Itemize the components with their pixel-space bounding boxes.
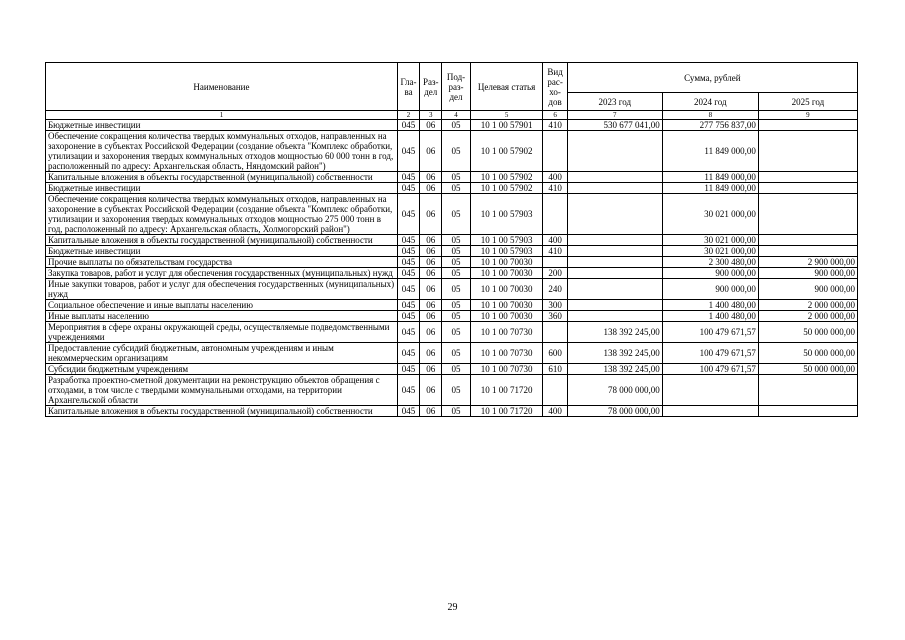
cell-expense-type: 410 xyxy=(543,183,567,194)
table-row xyxy=(46,322,858,343)
cell-name: Капитальные вложения в объекты государственной (муниципальной) собственности xyxy=(46,172,398,183)
cell-amount-2025: 900 000,00 xyxy=(758,279,857,300)
cell-expense-type xyxy=(543,322,567,343)
cell-amount-2025: 900 000,00 xyxy=(758,268,857,279)
cell-razdel: 06 xyxy=(420,257,442,268)
table-row xyxy=(46,311,858,322)
cell-target-article: 10 1 00 71720 xyxy=(470,406,543,417)
cell-razdel: 06 xyxy=(420,343,442,364)
cell-name: Социальное обеспечение и иные выплаты населению xyxy=(46,300,398,311)
cell-amount-2023 xyxy=(567,131,662,172)
cell-name: Закупка товаров, работ и услуг для обеспечения государственных (муниципальных) нужд xyxy=(46,268,398,279)
cell-glava: 045 xyxy=(397,311,419,322)
cell-amount-2023: 138 392 245,00 xyxy=(567,364,662,375)
cell-name: Бюджетные инвестиции xyxy=(46,120,398,131)
cell-razdel: 06 xyxy=(420,364,442,375)
cell-podrazdel: 05 xyxy=(442,279,470,300)
cell-expense-type: 600 xyxy=(543,343,567,364)
cell-razdel: 06 xyxy=(420,131,442,172)
header-name: Наименование xyxy=(46,63,398,111)
table-row xyxy=(46,172,858,183)
cell-name: Иные закупки товаров, работ и услуг для обеспечения государственных (муниципальных) нужд xyxy=(46,279,398,300)
cell-amount-2023 xyxy=(567,194,662,235)
cell-amount-2024 xyxy=(662,406,758,417)
cell-amount-2025 xyxy=(758,172,857,183)
cell-target-article: 10 1 00 70030 xyxy=(470,268,543,279)
table-row xyxy=(46,183,858,194)
cell-podrazdel: 05 xyxy=(442,375,470,406)
cell-name: Разработка проектно-сметной документации на реконструкцию объектов обращения с отходами, в том числе с твердыми коммунальными отходами, на территории Архангельской области xyxy=(46,375,398,406)
cell-amount-2023 xyxy=(567,172,662,183)
table-row xyxy=(46,194,858,235)
cell-amount-2024: 1 400 480,00 xyxy=(662,300,758,311)
cell-amount-2025: 2 000 000,00 xyxy=(758,311,857,322)
cell-name: Бюджетные инвестиции xyxy=(46,183,398,194)
cell-glava: 045 xyxy=(397,172,419,183)
cell-amount-2024: 11 849 000,00 xyxy=(662,131,758,172)
cell-amount-2025: 50 000 000,00 xyxy=(758,343,857,364)
header-podrazdel: Под-раз-дел xyxy=(442,63,470,111)
cell-name: Прочие выплаты по обязательствам государства xyxy=(46,257,398,268)
cell-podrazdel: 05 xyxy=(442,343,470,364)
cell-expense-type: 200 xyxy=(543,268,567,279)
cell-amount-2025 xyxy=(758,183,857,194)
cell-name: Субсидии бюджетным учреждениям xyxy=(46,364,398,375)
cell-name: Капитальные вложения в объекты государственной (муниципальной) собственности xyxy=(46,235,398,246)
cell-glava: 045 xyxy=(397,279,419,300)
cell-podrazdel: 05 xyxy=(442,131,470,172)
cell-target-article: 10 1 00 70730 xyxy=(470,343,543,364)
cell-glava: 045 xyxy=(397,322,419,343)
cell-amount-2025 xyxy=(758,375,857,406)
cell-podrazdel: 05 xyxy=(442,246,470,257)
cell-amount-2024: 100 479 671,57 xyxy=(662,343,758,364)
cell-amount-2025 xyxy=(758,235,857,246)
cell-razdel: 06 xyxy=(420,375,442,406)
cell-amount-2023 xyxy=(567,257,662,268)
cell-expense-type: 400 xyxy=(543,235,567,246)
table-row xyxy=(46,120,858,131)
cell-razdel: 06 xyxy=(420,268,442,279)
header-year-2023: 2023 год xyxy=(567,93,662,111)
cell-amount-2024: 277 756 837,00 xyxy=(662,120,758,131)
cell-target-article: 10 1 00 57903 xyxy=(470,235,543,246)
column-numbers-row xyxy=(46,111,858,120)
cell-amount-2025 xyxy=(758,406,857,417)
cell-glava: 045 xyxy=(397,343,419,364)
header-sum: Сумма, рублей xyxy=(567,63,857,93)
cell-amount-2023 xyxy=(567,268,662,279)
cell-podrazdel: 05 xyxy=(442,120,470,131)
cell-glava: 045 xyxy=(397,364,419,375)
cell-glava: 045 xyxy=(397,235,419,246)
cell-razdel: 06 xyxy=(420,300,442,311)
cell-target-article: 10 1 00 70030 xyxy=(470,311,543,322)
cell-target-article: 10 1 00 57902 xyxy=(470,131,543,172)
page-number: 29 xyxy=(447,602,458,613)
cell-expense-type: 400 xyxy=(543,406,567,417)
cell-target-article: 10 1 00 70730 xyxy=(470,322,543,343)
cell-amount-2023: 530 677 041,00 xyxy=(567,120,662,131)
cell-podrazdel: 05 xyxy=(442,194,470,235)
cell-amount-2025: 50 000 000,00 xyxy=(758,364,857,375)
column-number: 9 xyxy=(758,111,857,120)
cell-glava: 045 xyxy=(397,246,419,257)
cell-expense-type xyxy=(543,131,567,172)
column-number: 5 xyxy=(470,111,543,120)
cell-target-article: 10 1 00 70030 xyxy=(470,300,543,311)
table-row xyxy=(46,246,858,257)
table-row xyxy=(46,375,858,406)
cell-amount-2023 xyxy=(567,311,662,322)
cell-expense-type xyxy=(543,194,567,235)
cell-razdel: 06 xyxy=(420,406,442,417)
cell-glava: 045 xyxy=(397,257,419,268)
cell-target-article: 10 1 00 57902 xyxy=(470,183,543,194)
table-body xyxy=(46,120,858,417)
column-number: 3 xyxy=(420,111,442,120)
cell-amount-2023: 78 000 000,00 xyxy=(567,375,662,406)
cell-target-article: 10 1 00 57901 xyxy=(470,120,543,131)
cell-razdel: 06 xyxy=(420,194,442,235)
cell-amount-2024: 30 021 000,00 xyxy=(662,194,758,235)
table-row xyxy=(46,279,858,300)
cell-amount-2025 xyxy=(758,120,857,131)
cell-name: Предоставление субсидий бюджетным, автономным учреждениям и иным некоммерческим организациям xyxy=(46,343,398,364)
cell-amount-2024: 2 300 480,00 xyxy=(662,257,758,268)
cell-glava: 045 xyxy=(397,300,419,311)
cell-glava: 045 xyxy=(397,194,419,235)
cell-razdel: 06 xyxy=(420,235,442,246)
cell-expense-type: 240 xyxy=(543,279,567,300)
cell-podrazdel: 05 xyxy=(442,257,470,268)
cell-amount-2024: 30 021 000,00 xyxy=(662,235,758,246)
cell-podrazdel: 05 xyxy=(442,406,470,417)
table-row xyxy=(46,257,858,268)
cell-expense-type: 610 xyxy=(543,364,567,375)
cell-amount-2023 xyxy=(567,246,662,257)
cell-podrazdel: 05 xyxy=(442,172,470,183)
cell-target-article: 10 1 00 57903 xyxy=(470,194,543,235)
cell-target-article: 10 1 00 57902 xyxy=(470,172,543,183)
cell-amount-2024: 1 400 480,00 xyxy=(662,311,758,322)
cell-razdel: 06 xyxy=(420,120,442,131)
cell-expense-type: 300 xyxy=(543,300,567,311)
table-row xyxy=(46,343,858,364)
column-number: 1 xyxy=(46,111,398,120)
cell-expense-type: 360 xyxy=(543,311,567,322)
cell-glava: 045 xyxy=(397,120,419,131)
cell-amount-2024: 30 021 000,00 xyxy=(662,246,758,257)
cell-razdel: 06 xyxy=(420,322,442,343)
header-razdel: Раз-дел xyxy=(420,63,442,111)
table-row xyxy=(46,131,858,172)
cell-podrazdel: 05 xyxy=(442,311,470,322)
cell-expense-type xyxy=(543,257,567,268)
cell-amount-2024: 900 000,00 xyxy=(662,268,758,279)
cell-name: Обеспечение сокращения количества твердых коммунальных отходов, направленных на захоронение в субъектах Российской Федерации (создание объекта "Комплекс обработки, утилизации и захоронения твердых коммунальных отходов мощностью 275 000 тонн в год, расположенный по адресу: Архангельская область, Холмогорский район") xyxy=(46,194,398,235)
cell-target-article: 10 1 00 70030 xyxy=(470,279,543,300)
cell-glava: 045 xyxy=(397,406,419,417)
cell-amount-2023: 138 392 245,00 xyxy=(567,322,662,343)
cell-target-article: 10 1 00 57903 xyxy=(470,246,543,257)
cell-expense-type: 410 xyxy=(543,120,567,131)
cell-amount-2023: 138 392 245,00 xyxy=(567,343,662,364)
header-glava: Гла-ва xyxy=(397,63,419,111)
cell-amount-2024: 11 849 000,00 xyxy=(662,183,758,194)
table-row xyxy=(46,268,858,279)
cell-razdel: 06 xyxy=(420,279,442,300)
cell-amount-2025: 2 000 000,00 xyxy=(758,300,857,311)
cell-amount-2025 xyxy=(758,131,857,172)
cell-target-article: 10 1 00 70030 xyxy=(470,257,543,268)
budget-table xyxy=(45,62,858,417)
table-row xyxy=(46,235,858,246)
cell-razdel: 06 xyxy=(420,183,442,194)
cell-glava: 045 xyxy=(397,268,419,279)
header-expense-type: Вид рас-хо-дов xyxy=(543,63,567,111)
cell-expense-type: 410 xyxy=(543,246,567,257)
cell-expense-type: 400 xyxy=(543,172,567,183)
cell-podrazdel: 05 xyxy=(442,268,470,279)
cell-target-article: 10 1 00 71720 xyxy=(470,375,543,406)
cell-amount-2024 xyxy=(662,375,758,406)
cell-name: Мероприятия в сфере охраны окружающей среды, осуществляемые подведомственными учреждениями xyxy=(46,322,398,343)
cell-podrazdel: 05 xyxy=(442,300,470,311)
cell-amount-2023 xyxy=(567,235,662,246)
cell-amount-2025 xyxy=(758,194,857,235)
cell-amount-2023 xyxy=(567,300,662,311)
cell-podrazdel: 05 xyxy=(442,235,470,246)
cell-name: Иные выплаты населению xyxy=(46,311,398,322)
header-target-article: Целевая статья xyxy=(470,63,543,111)
cell-razdel: 06 xyxy=(420,172,442,183)
column-number: 7 xyxy=(567,111,662,120)
cell-expense-type xyxy=(543,375,567,406)
cell-name: Бюджетные инвестиции xyxy=(46,246,398,257)
cell-podrazdel: 05 xyxy=(442,364,470,375)
cell-amount-2025: 2 900 000,00 xyxy=(758,257,857,268)
cell-razdel: 06 xyxy=(420,246,442,257)
cell-glava: 045 xyxy=(397,375,419,406)
cell-podrazdel: 05 xyxy=(442,183,470,194)
table-row xyxy=(46,364,858,375)
cell-glava: 045 xyxy=(397,131,419,172)
table-row xyxy=(46,300,858,311)
column-number: 4 xyxy=(442,111,470,120)
cell-amount-2024: 100 479 671,57 xyxy=(662,322,758,343)
cell-name: Капитальные вложения в объекты государственной (муниципальной) собственности xyxy=(46,406,398,417)
table-row xyxy=(46,406,858,417)
cell-name: Обеспечение сокращения количества твердых коммунальных отходов, направленных на захоронение в субъектах Российской Федерации (создание объекта "Комплекс обработки, утилизации и захоронения твердых коммунальных отходов мощностью 60 000 тонн в год, расположенный по адресу: Архангельская область, Няндомский район") xyxy=(46,131,398,172)
cell-amount-2023 xyxy=(567,183,662,194)
cell-amount-2025 xyxy=(758,246,857,257)
cell-amount-2024: 100 479 671,57 xyxy=(662,364,758,375)
cell-amount-2024: 900 000,00 xyxy=(662,279,758,300)
cell-amount-2025: 50 000 000,00 xyxy=(758,322,857,343)
cell-glava: 045 xyxy=(397,183,419,194)
header-year-2025: 2025 год xyxy=(758,93,857,111)
cell-amount-2023: 78 000 000,00 xyxy=(567,406,662,417)
column-number: 2 xyxy=(397,111,419,120)
column-number: 8 xyxy=(662,111,758,120)
cell-target-article: 10 1 00 70730 xyxy=(470,364,543,375)
cell-amount-2024: 11 849 000,00 xyxy=(662,172,758,183)
column-number: 6 xyxy=(543,111,567,120)
cell-podrazdel: 05 xyxy=(442,322,470,343)
header-year-2024: 2024 год xyxy=(662,93,758,111)
cell-amount-2023 xyxy=(567,279,662,300)
cell-razdel: 06 xyxy=(420,311,442,322)
